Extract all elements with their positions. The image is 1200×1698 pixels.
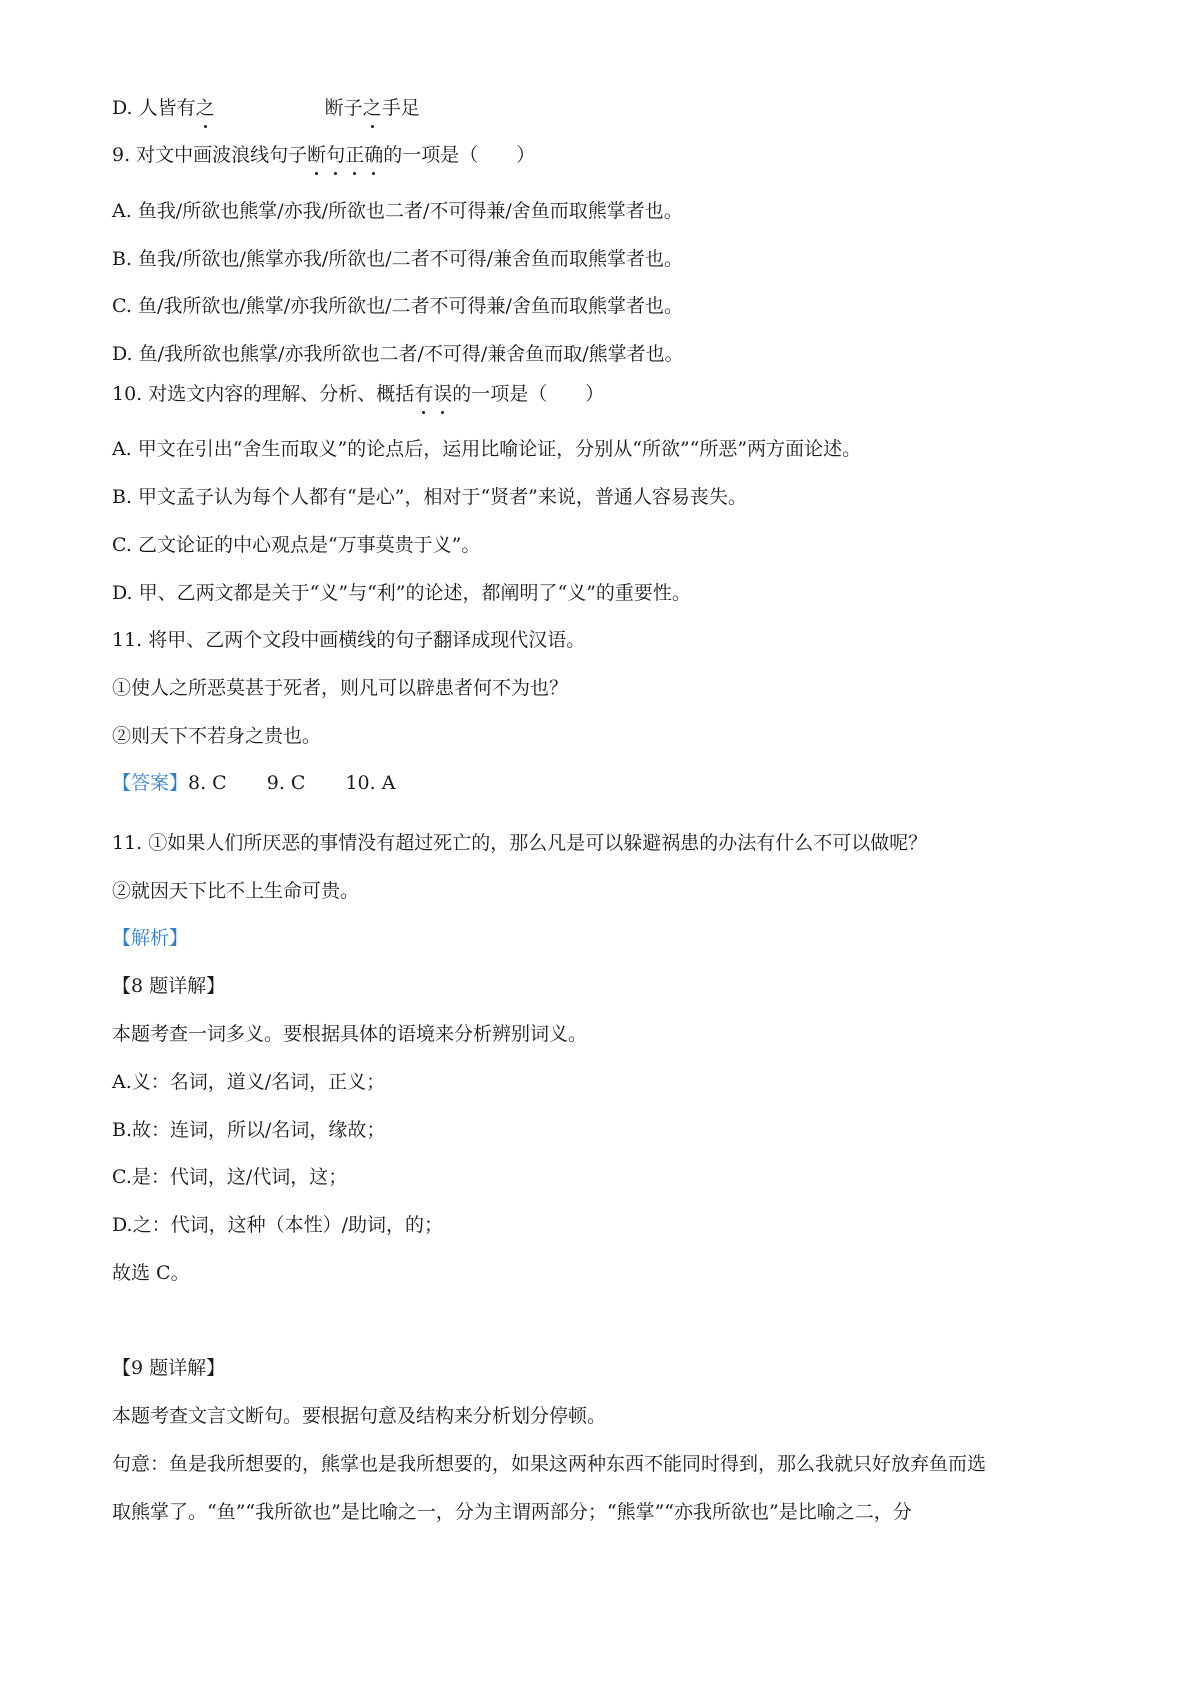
q10-option: D. 甲、乙两文都是关于“义”与“利”的论述，都阐明了“义”的重要性。	[112, 582, 691, 604]
q8-d-mid: 断子	[324, 97, 363, 119]
answer-8: 8. C	[188, 772, 227, 794]
detail-9-line: 本题考查文言文断句。要根据句意及结构来分析划分停顿。	[112, 1405, 607, 1427]
q9-option: D. 鱼/我所欲也熊掌/亦我所欲也二者/不可得/兼舍鱼而取/熊掌者也。	[112, 343, 684, 365]
detail-8-line: 故选 C。	[112, 1262, 190, 1284]
q8-d-suffix: 手足	[381, 97, 420, 119]
detail-8-line: 本题考查一词多义。要根据具体的语境来分析辨别词义。	[112, 1023, 588, 1045]
q10-option: C. 乙文论证的中心观点是“万事莫贵于义”。	[112, 534, 481, 556]
q10-stem-text: 10. 对选文内容的理解、分析、概括	[112, 383, 415, 405]
emphasis-char: 确	[364, 144, 384, 166]
q11-stem: 11. 将甲、乙两个文段中画横线的句子翻译成现代汉语。	[112, 629, 586, 651]
emphasis-char: 句	[326, 144, 346, 166]
q8-d-prefix: D. 人皆有	[112, 97, 196, 119]
q10-option: B. 甲文孟子认为每个人都有“是心”，相对于“贤者”来说，普通人容易丧失。	[112, 486, 747, 508]
emphasis-char: 正	[345, 144, 365, 166]
emphasis-char: 断	[307, 144, 327, 166]
answer-10: 10. A	[345, 772, 396, 794]
detail-8-line: C.是：代词，这/代词，这；	[112, 1166, 348, 1188]
emphasis-char: 之	[195, 97, 215, 119]
q10-stem-text: 的一项是（ ）	[452, 383, 605, 405]
q10-stem	[112, 381, 604, 407]
detail-8-line: A.义：名词，道义/名词，正义；	[112, 1071, 386, 1093]
answer-9: 9. C	[266, 772, 306, 794]
q10-option: A. 甲文在引出“舍生而取义”的论点后，运用比喻论证，分别从“所欲”“所恶”两方面论述。	[112, 438, 862, 460]
answer-11-line: 11. ①如果人们所厌恶的事情没有超过死亡的，那么凡是可以躲避祸患的办法有什么不可以做呢？	[112, 832, 928, 854]
q9-stem-text: 的一项是（ ）	[383, 144, 536, 166]
emphasis-char: 误	[433, 383, 453, 405]
detail-9-line: 取熊掌了。“鱼”“我所欲也”是比喻之一，分为主谓两部分；“熊掌”“亦我所欲也”是比喻之二，分	[112, 1501, 912, 1523]
q9-option: C. 鱼/我所欲也/熊掌/亦我所欲也/二者不可得兼/舍鱼而取熊掌者也。	[112, 295, 683, 317]
q9-stem	[112, 142, 535, 168]
q9-stem-text: 9. 对文中画波浪线句子	[112, 144, 308, 166]
q8-option-d	[112, 95, 420, 121]
emphasis-char: 有	[414, 383, 434, 405]
q11-item: ①使人之所恶莫甚于死者，则凡可以辟患者何不为也？	[112, 677, 569, 699]
detail-8-line: D.之：代词，这种（本性）/助词，的；	[112, 1214, 443, 1236]
detail-8-title: 【8 题详解】	[112, 975, 226, 997]
answer-tag: 【答案】	[112, 772, 189, 794]
detail-8-line: B.故：连词，所以/名词，缘故；	[112, 1119, 386, 1141]
emphasis-char: 之	[362, 97, 382, 119]
q11-item: ②则天下不若身之贵也。	[112, 725, 322, 747]
answer-11-line: ②就因天下比不上生命可贵。	[112, 880, 360, 902]
analysis-tag: 【解析】	[112, 927, 189, 949]
q9-option: A. 鱼我/所欲也熊掌/亦我/所欲也二者/不可得兼/舍鱼而取熊掌者也。	[112, 200, 683, 222]
detail-9-line: 句意：鱼是我所想要的，熊掌也是我所想要的，如果这两种东西不能同时得到，那么我就只好放弃鱼而选	[112, 1453, 987, 1475]
detail-9-title: 【9 题详解】	[112, 1357, 226, 1379]
q9-option: B. 鱼我/所欲也/熊掌亦我/所欲也/二者不可得/兼舍鱼而取熊掌者也。	[112, 248, 684, 270]
answer-row	[112, 770, 395, 796]
